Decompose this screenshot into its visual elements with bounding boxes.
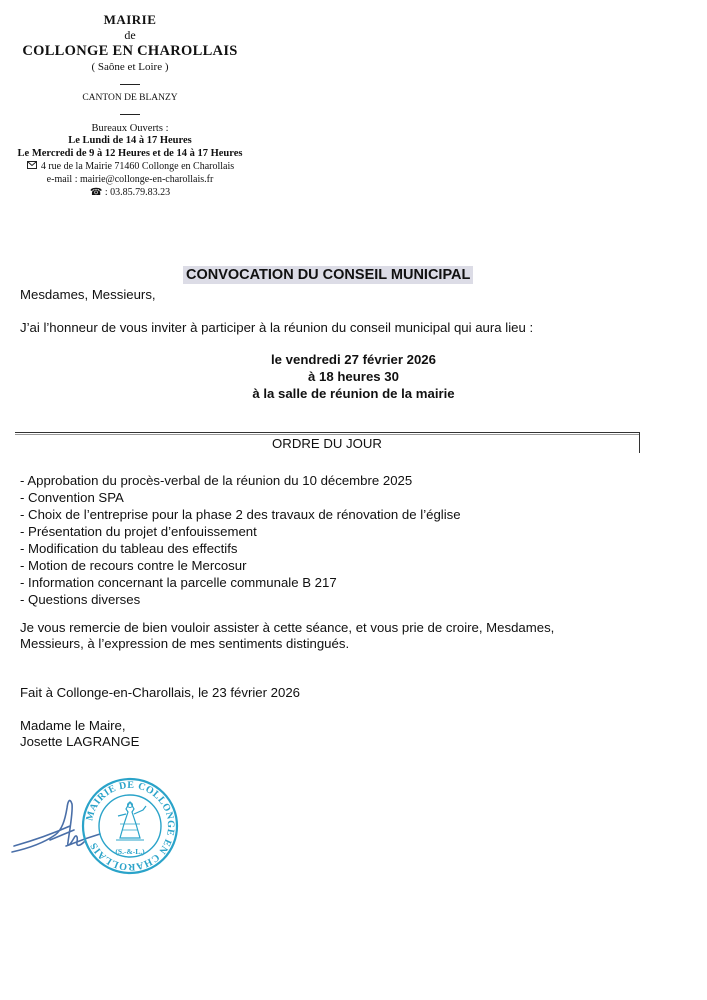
agenda-item: - Modification du tableau des effectifs bbox=[20, 541, 238, 556]
agenda-item: - Information concernant la parcelle communale B 217 bbox=[20, 575, 337, 590]
meeting-date: le vendredi 27 février 2026 bbox=[271, 352, 436, 367]
stamp-figure bbox=[116, 802, 146, 840]
place-and-date: Fait à Collonge-en-Charollais, le 23 février 2026 bbox=[20, 685, 301, 700]
agenda-heading: ORDRE DU JOUR bbox=[272, 436, 382, 451]
telephone-icon: ☎ bbox=[89, 187, 103, 198]
letterhead-canton: CANTON DE BLANZY bbox=[82, 93, 178, 103]
document-title: CONVOCATION DU CONSEIL MUNICIPAL bbox=[183, 266, 473, 284]
email-line: e-mail : mairie@collonge-en-charollais.fr bbox=[46, 174, 214, 185]
address-line bbox=[0, 160, 260, 173]
mairie-seal-stamp bbox=[80, 776, 180, 876]
intro-paragraph: J’ai l’honneur de vous inviter à participer à la réunion du conseil municipal qui aura lieu : bbox=[20, 320, 534, 335]
letterhead-rule-1 bbox=[120, 84, 140, 85]
letterhead-de: de bbox=[124, 28, 136, 42]
office-hours-wednesday: Le Mercredi de 9 à 12 Heures et de 14 à 17 Heures bbox=[17, 148, 243, 159]
signatory-title: Madame le Maire, bbox=[20, 718, 126, 733]
letterhead-departement: ( Saône et Loire ) bbox=[91, 61, 169, 73]
letterhead-mairie: MAIRIE bbox=[103, 12, 157, 27]
closing-line-2: Messieurs, à l’expression de mes sentiments distingués. bbox=[20, 636, 350, 651]
signatory-name: Josette LAGRANGE bbox=[20, 734, 140, 749]
phone-line bbox=[0, 186, 260, 199]
letterhead bbox=[0, 10, 260, 199]
agenda-item: - Motion de recours contre le Mercosur bbox=[20, 558, 247, 573]
agenda-item: - Convention SPA bbox=[20, 490, 124, 505]
letterhead-rule-2 bbox=[120, 114, 140, 115]
stamp-bottom-text: (S.-&-L.) bbox=[115, 847, 145, 856]
address-text: 4 rue de la Mairie 71460 Collonge en Charollais bbox=[40, 161, 235, 172]
meeting-place: à la salle de réunion de la mairie bbox=[252, 386, 455, 401]
closing-line-1: Je vous remercie de bien vouloir assister à cette séance, et vous prie de croire, Mesdames, bbox=[20, 620, 555, 635]
phone-text: : 03.85.79.83.23 bbox=[104, 187, 171, 198]
office-hours-monday: Le Lundi de 14 à 17 Heures bbox=[68, 135, 192, 146]
greeting: Mesdames, Messieurs, bbox=[20, 287, 156, 302]
agenda-item: - Questions diverses bbox=[20, 592, 141, 607]
stamp-ring-text: MAIRIE DE COLLONGE EN CHAROLLAIS bbox=[84, 779, 177, 873]
agenda-list bbox=[20, 472, 461, 608]
agenda-item: - Choix de l’entreprise pour la phase 2 des travaux de rénovation de l’église bbox=[20, 507, 461, 522]
envelope-icon bbox=[26, 160, 38, 173]
agenda-item: - Présentation du projet d’enfouissement bbox=[20, 524, 257, 539]
meeting-time: à 18 heures 30 bbox=[308, 369, 399, 384]
agenda-item: - Approbation du procès-verbal de la réunion du 10 décembre 2025 bbox=[20, 473, 413, 488]
letterhead-commune: COLLONGE EN CHAROLLAIS bbox=[22, 43, 238, 59]
office-hours-title: Bureaux Ouverts : bbox=[91, 123, 169, 134]
